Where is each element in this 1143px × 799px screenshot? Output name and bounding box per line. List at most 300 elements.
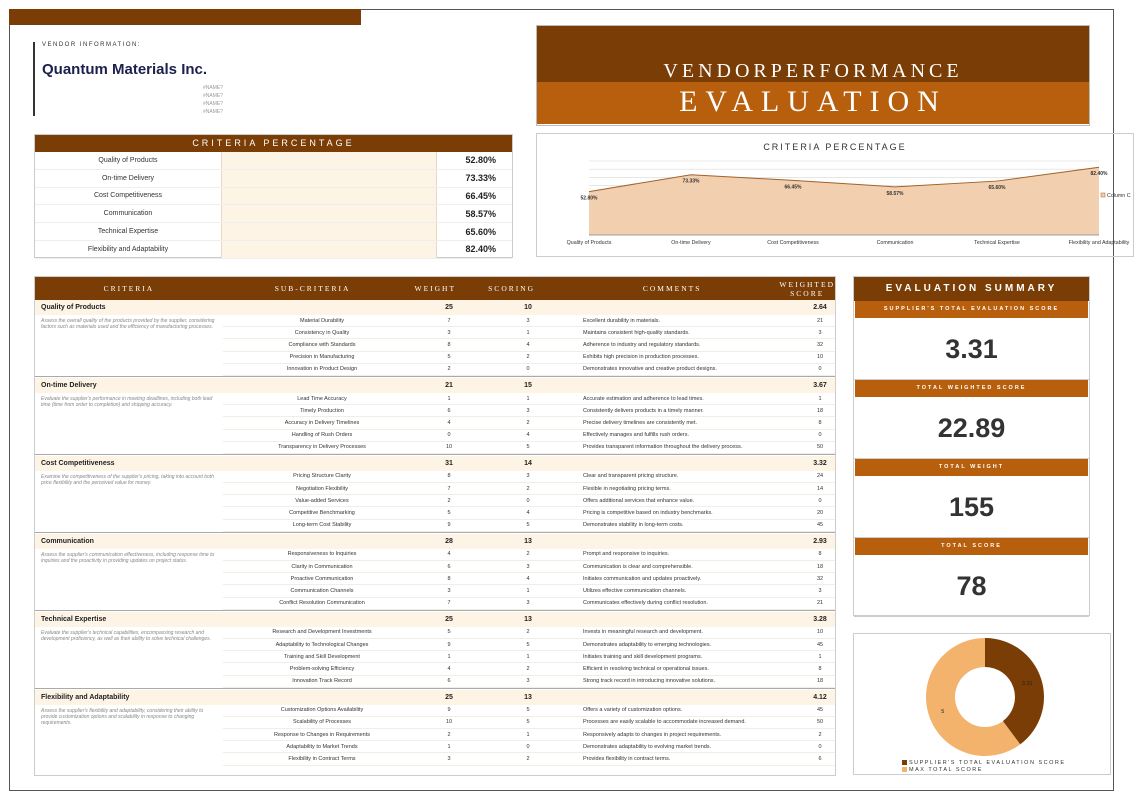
row-scoring: 5 [526, 719, 530, 726]
criteria-area-chart [536, 133, 1134, 257]
row-weighted-score: 18 [816, 563, 824, 570]
section-score: 13 [524, 537, 532, 545]
summary-value: 22.89 [854, 397, 1089, 459]
row-weighted-score: 10 [816, 354, 824, 361]
x-tick-label: Communication [876, 240, 914, 246]
sub-criteria: Competitive Benchmarking [289, 510, 355, 517]
row-weight: 3 [447, 329, 451, 336]
section-header [35, 456, 835, 471]
row-comment: Effectively manages and fulfills rush orders. [583, 432, 689, 439]
row-weighted-score: 20 [816, 510, 824, 517]
x-tick-label: Flexibility and Adaptability [1068, 240, 1130, 246]
row-scoring: 0 [526, 743, 530, 750]
criteria-section [35, 612, 835, 690]
sub-criteria: Pricing Structure Clarity [293, 473, 351, 480]
row-weight: 8 [447, 341, 451, 348]
criteria-percent: 52.80% [465, 155, 496, 166]
vendor-field: #NAME? [202, 85, 223, 91]
header-weighted-score: WEIGHTED SCORE [779, 279, 835, 298]
data-label: 73.33% [682, 178, 700, 185]
row-weight: 3 [447, 756, 451, 763]
row-comment: Precise delivery timelines are consistently met. [583, 419, 698, 426]
row-comment: Responsively adapts to changes in project requirements. [583, 731, 722, 738]
row-comment: Demonstrates innovative and creative product designs. [583, 366, 717, 373]
vendor-info-label: VENDOR INFORMATION: [42, 42, 142, 48]
row-weight: 10 [445, 719, 453, 726]
criteria-name: Flexibility and Adaptability [87, 245, 169, 253]
donut-chart-svg [854, 634, 1110, 758]
row-weight: 9 [447, 522, 451, 529]
row-weighted-score: 6 [818, 756, 822, 763]
chart-title: CRITERIA PERCENTAGE [763, 142, 907, 152]
table-row [223, 483, 835, 495]
row-scoring: 5 [526, 641, 530, 648]
header-comments: COMMENTS [642, 284, 702, 293]
sub-criteria: Compliance with Standards [288, 341, 356, 348]
criteria-name: Communication [103, 210, 153, 218]
data-label: 82.40% [1090, 171, 1108, 178]
row-comment: Offers a variety of customization options. [583, 707, 683, 714]
row-scoring: 1 [526, 587, 530, 594]
sub-criteria: Timely Production [300, 407, 344, 414]
row-weighted-score: 1 [818, 395, 822, 402]
row-scoring: 0 [526, 366, 530, 373]
row-weighted-score: 45 [816, 522, 824, 529]
section-description: Evaluate the supplier's performance in meeting deadlines, including both lead time (time from order to completion) and shipping accuracy. [41, 395, 213, 408]
table-row [223, 561, 835, 573]
table-row [223, 339, 835, 351]
section-description: Assess the supplier's communication effectiveness, including response time to inquiries and the proactivity in providing updates on project status. [41, 551, 215, 564]
title-line-1: VENDORPERFORMANCE [537, 26, 1089, 82]
row-weighted-score: 0 [818, 432, 822, 439]
sub-criteria: Communication Channels [290, 587, 354, 594]
row-scoring: 3 [526, 563, 530, 570]
donut-slice-label: 3.31 [1021, 681, 1033, 688]
criteria-bar-cell [221, 170, 437, 187]
row-comment: Offers additional services that enhance value. [583, 497, 695, 504]
table-row [223, 651, 835, 663]
row-weighted-score: 18 [816, 678, 824, 685]
section-header [35, 300, 835, 315]
section-name: Cost Competitiveness [41, 459, 115, 467]
table-row [223, 705, 835, 717]
summary-value: 3.31 [854, 318, 1089, 380]
legend-swatch [902, 767, 907, 772]
row-comment: Demonstrates adaptability to evolving market trends. [583, 743, 712, 750]
row-scoring: 2 [526, 551, 530, 558]
row-weight: 10 [445, 444, 453, 451]
section-name: Flexibility and Adaptability [41, 693, 130, 701]
sub-criteria: Flexibility in Contract Terms [288, 756, 356, 763]
criteria-section [35, 378, 835, 456]
vendor-field: #NAME? [202, 101, 223, 107]
criteria-row [35, 188, 512, 206]
sub-criteria: Customization Options Availability [280, 707, 364, 714]
criteria-percent: 73.33% [465, 173, 496, 184]
sub-criteria: Training and Skill Development [284, 653, 360, 660]
section-score: 10 [524, 304, 532, 311]
legend-swatch [1101, 193, 1105, 197]
criteria-percent: 65.60% [465, 226, 496, 237]
table-row [223, 676, 835, 688]
sub-criteria: Responsiveness to Inquiries [287, 551, 357, 558]
row-scoring: 1 [526, 395, 530, 402]
table-row [223, 315, 835, 327]
table-row [223, 549, 835, 561]
sub-criteria: Adaptability to Market Trends [286, 743, 358, 750]
row-weight: 6 [447, 407, 451, 414]
sub-criteria: Accuracy in Delivery Timelines [284, 419, 360, 426]
criteria-percentage-heading: CRITERIA PERCENTAGE [35, 135, 512, 152]
x-tick-label: On-time Delivery [671, 240, 711, 246]
row-comment: Communicates effectively during conflict resolution. [583, 600, 708, 607]
sub-criteria: Innovation in Product Design [286, 366, 358, 373]
sub-criteria: Problem-solving Efficiency [289, 665, 355, 672]
table-row [223, 352, 835, 364]
criteria-row [35, 205, 512, 223]
table-row [223, 520, 835, 532]
row-weight: 4 [447, 665, 451, 672]
row-comment: Accurate estimation and adherence to lead times. [583, 395, 704, 402]
row-weighted-score: 0 [818, 366, 822, 373]
row-comment: Flexible in negotiating pricing terms. [583, 485, 671, 492]
table-row [223, 327, 835, 339]
row-comment: Provides flexibility in contract terms. [583, 756, 671, 763]
section-header [35, 612, 835, 627]
header-weight: WEIGHT [414, 284, 457, 293]
header-criteria: CRITERIA [103, 284, 155, 293]
section-header [35, 690, 835, 705]
section-name: Communication [41, 537, 94, 545]
row-weight: 2 [447, 366, 451, 373]
row-weight: 1 [447, 743, 451, 750]
row-scoring: 1 [526, 731, 530, 738]
criteria-percent: 58.57% [465, 208, 496, 219]
header-scoring: SCORING [488, 284, 536, 293]
table-header [35, 277, 835, 300]
row-scoring: 4 [526, 575, 530, 582]
row-scoring: 2 [526, 756, 530, 763]
table-row [223, 741, 835, 753]
donut-legend [902, 760, 1066, 774]
sub-criteria: Long-term Cost Stability [292, 522, 352, 529]
evaluation-summary [853, 276, 1090, 616]
row-weighted-score: 50 [816, 719, 824, 726]
section-description: Assess the supplier's flexibility and adaptability, considering their ability to provide customization options and scalability in response to changing requirements. [41, 707, 204, 726]
table-row [223, 585, 835, 597]
row-weighted-score: 10 [816, 629, 824, 636]
table-row [223, 598, 835, 610]
section-weight: 21 [445, 381, 453, 389]
row-scoring: 4 [526, 432, 530, 439]
row-weight: 3 [447, 587, 451, 594]
section-weighted: 3.32 [813, 459, 827, 467]
section-weighted: 3.28 [813, 615, 827, 623]
row-weighted-score: 50 [816, 444, 824, 451]
table-row [223, 495, 835, 507]
section-weighted: 2.64 [813, 304, 827, 311]
row-scoring: 4 [526, 510, 530, 517]
table-row [223, 364, 835, 376]
row-weight: 5 [447, 354, 451, 361]
sub-criteria: Consistency in Quality [294, 329, 350, 336]
criteria-bar-cell [221, 188, 437, 205]
row-comment: Utilizes effective communication channels. [583, 587, 687, 594]
table-row [223, 507, 835, 519]
row-comment: Processes are easily scalable to accommodate increased demand. [583, 719, 746, 726]
row-scoring: 4 [526, 341, 530, 348]
row-weight: 2 [447, 497, 451, 504]
row-scoring: 1 [526, 653, 530, 660]
criteria-bar-cell [221, 152, 437, 169]
row-comment: Pricing is competitive based on industry benchmarks. [583, 510, 713, 517]
row-scoring: 2 [526, 665, 530, 672]
section-weight: 25 [445, 693, 453, 701]
row-scoring: 5 [526, 444, 530, 451]
sub-criteria: Adaptability to Technological Changes [275, 641, 369, 648]
data-label: 52.80% [580, 195, 598, 202]
row-weighted-score: 32 [816, 575, 824, 582]
row-scoring: 2 [526, 419, 530, 426]
summary-label: TOTAL WEIGHTED SCORE [855, 380, 1088, 397]
vendor-field: #NAME? [202, 109, 223, 115]
section-weight: 25 [445, 304, 453, 311]
table-row [223, 753, 835, 765]
evaluation-table [34, 276, 836, 776]
legend-entry [902, 767, 1066, 774]
row-scoring: 3 [526, 317, 530, 324]
row-weight: 4 [447, 419, 451, 426]
row-weighted-score: 14 [816, 485, 824, 492]
criteria-name: Quality of Products [98, 156, 158, 164]
row-weight: 2 [447, 731, 451, 738]
summary-value: 78 [854, 555, 1089, 617]
table-row [223, 405, 835, 417]
row-weight: 5 [447, 510, 451, 517]
row-scoring: 5 [526, 707, 530, 714]
row-weight: 5 [447, 629, 451, 636]
row-weight: 7 [447, 317, 451, 324]
row-scoring: 2 [526, 629, 530, 636]
row-comment: Invests in meaningful research and development. [583, 629, 703, 636]
report-title [536, 25, 1090, 126]
row-weighted-score: 21 [816, 317, 824, 324]
row-weight: 9 [447, 641, 451, 648]
row-scoring: 5 [526, 522, 530, 529]
row-weight: 6 [447, 563, 451, 570]
summary-heading: EVALUATION SUMMARY [854, 277, 1089, 301]
criteria-name: On-time Delivery [101, 174, 155, 182]
row-comment: Consistently delivers products in a timely manner. [583, 407, 704, 414]
section-name: Quality of Products [41, 304, 106, 311]
vendor-fields [42, 84, 223, 116]
row-comment: Initiates training and skill development programs. [583, 653, 703, 660]
table-row [223, 639, 835, 651]
row-weight: 8 [447, 473, 451, 480]
criteria-row [35, 170, 512, 188]
criteria-section [35, 456, 835, 534]
row-comment: Provides transparent information throughout the delivery process. [583, 444, 743, 451]
donut-slice-label: 5 [941, 708, 945, 715]
row-scoring: 3 [526, 600, 530, 607]
sub-criteria: Lead Time Accuracy [297, 395, 347, 402]
row-weight: 8 [447, 575, 451, 582]
criteria-bar-cell [221, 241, 437, 258]
sub-criteria: Conflict Resolution Communication [279, 600, 365, 607]
sub-criteria: Clarity in Communication [291, 563, 353, 570]
row-weight: 7 [447, 485, 451, 492]
section-name: Technical Expertise [41, 615, 107, 623]
top-accent-bar [9, 9, 361, 25]
row-weight: 9 [447, 707, 451, 714]
row-weighted-score: 32 [816, 341, 824, 348]
data-label: 66.45% [784, 184, 802, 191]
section-description: Examine the competitiveness of the supplier's pricing, taking into account both price flexibility and the perceived value for money. [41, 473, 214, 486]
criteria-row [35, 152, 512, 170]
table-row [223, 573, 835, 585]
data-label: 58.57% [886, 190, 904, 197]
row-scoring: 1 [526, 329, 530, 336]
criteria-section [35, 300, 835, 378]
header-sub-criteria: SUB-CRITERIA [274, 284, 351, 293]
table-row [223, 663, 835, 675]
table-row [223, 430, 835, 442]
row-scoring: 3 [526, 678, 530, 685]
sub-criteria: Response to Changes in Requirements [273, 731, 370, 738]
row-weighted-score: 0 [818, 743, 822, 750]
row-comment: Clear and transparent pricing structure. [583, 473, 679, 480]
summary-label: SUPPLIER'S TOTAL EVALUATION SCORE [855, 301, 1088, 318]
section-header [35, 378, 835, 393]
table-row [223, 729, 835, 741]
row-weighted-score: 8 [818, 665, 822, 672]
criteria-percent: 82.40% [465, 244, 496, 255]
row-weighted-score: 8 [818, 551, 822, 558]
row-weighted-score: 3 [818, 329, 822, 336]
criteria-name: Technical Expertise [97, 228, 159, 236]
row-scoring: 3 [526, 407, 530, 414]
criteria-bar-cell [221, 223, 437, 240]
sub-criteria: Negotiation Flexibility [296, 485, 348, 492]
row-comment: Demonstrates stability in long-term costs. [583, 522, 684, 529]
row-comment: Excellent durability in materials. [583, 317, 661, 324]
section-header [35, 534, 835, 549]
title-line-2: EVALUATION [537, 82, 1089, 124]
section-score: 13 [524, 693, 532, 701]
row-weighted-score: 45 [816, 707, 824, 714]
sub-criteria: Precision in Manufacturing [289, 354, 355, 361]
criteria-section [35, 690, 835, 766]
legend-entry [902, 760, 1066, 767]
table-row [223, 393, 835, 405]
section-description: Assess the overall quality of the products provided by the supplier, considering factors such as materials used and the efficiency of manufacturing processes. [41, 318, 215, 330]
row-weight: 4 [447, 551, 451, 558]
x-tick-label: Quality of Products [566, 240, 612, 246]
section-weight: 28 [445, 537, 453, 545]
row-weight: 0 [447, 432, 451, 439]
row-weighted-score: 24 [816, 473, 824, 480]
score-donut-chart [853, 633, 1111, 775]
sub-criteria: Material Durability [299, 317, 344, 324]
legend-swatch [902, 760, 907, 765]
row-weight: 1 [447, 395, 451, 402]
legend-label: MAX TOTAL SCORE [909, 767, 983, 773]
section-name: On-time Delivery [41, 381, 97, 389]
sub-criteria: Value-added Services [295, 497, 349, 504]
summary-value: 155 [854, 476, 1089, 538]
table-row [223, 471, 835, 483]
section-weighted: 4.12 [813, 693, 827, 701]
row-scoring: 3 [526, 473, 530, 480]
criteria-name: Cost Competitiveness [93, 192, 163, 200]
criteria-row [35, 223, 512, 241]
table-row [223, 442, 835, 454]
criteria-percentage-table [34, 134, 513, 258]
row-weighted-score: 0 [818, 497, 822, 504]
row-comment: Adherence to industry and regulatory standards. [583, 341, 701, 348]
section-weight: 25 [445, 615, 453, 623]
sub-criteria: Research and Development Investments [272, 629, 372, 636]
legend-label: SUPPLIER'S TOTAL EVALUATION SCORE [909, 760, 1066, 766]
section-description: Evaluate the supplier's technical capabilities, encompassing research and development proficiency, as well as their ability to solve technical challenges. [41, 629, 211, 642]
row-scoring: 0 [526, 497, 530, 504]
area-chart-svg [537, 134, 1133, 256]
row-weighted-score: 1 [818, 653, 822, 660]
row-comment: Prompt and responsive to inquiries. [583, 551, 670, 558]
row-comment: Efficient in resolving technical or operational issues. [583, 665, 709, 672]
legend-label: Column C [1107, 193, 1131, 199]
row-weighted-score: 21 [816, 600, 824, 607]
table-row [223, 627, 835, 639]
row-comment: Communication is clear and comprehensible. [583, 563, 693, 570]
row-weight: 6 [447, 678, 451, 685]
section-weighted: 2.93 [813, 537, 827, 545]
sub-criteria: Proactive Communication [290, 575, 354, 582]
row-comment: Maintains consistent high-quality standards. [583, 329, 690, 336]
vendor-name: Quantum Materials Inc. [42, 61, 208, 78]
row-weighted-score: 8 [818, 419, 822, 426]
section-weighted: 3.67 [813, 381, 827, 389]
vendor-field: #NAME? [202, 93, 223, 99]
section-score: 14 [524, 459, 532, 467]
row-weighted-score: 18 [816, 407, 824, 414]
criteria-row [35, 241, 512, 259]
section-weight: 31 [445, 459, 453, 467]
sub-criteria: Innovation Track Record [292, 678, 352, 685]
sub-criteria: Handling of Rush Orders [291, 432, 353, 439]
vendor-info [33, 42, 223, 116]
criteria-section [35, 534, 835, 612]
row-scoring: 2 [526, 485, 530, 492]
x-tick-label: Technical Expertise [974, 240, 1020, 246]
criteria-bar-cell [221, 205, 437, 222]
row-weighted-score: 3 [818, 587, 822, 594]
row-weighted-score: 2 [818, 731, 822, 738]
data-label: 65.60% [988, 185, 1006, 192]
sub-criteria: Transparency in Delivery Processes [278, 444, 366, 451]
section-score: 15 [524, 381, 532, 389]
table-row [223, 717, 835, 729]
row-weighted-score: 45 [816, 641, 824, 648]
row-comment: Initiates communication and updates proactively. [583, 575, 702, 582]
summary-label: TOTAL WEIGHT [855, 459, 1088, 476]
row-scoring: 2 [526, 354, 530, 361]
criteria-percent: 66.45% [465, 190, 496, 201]
row-weight: 7 [447, 600, 451, 607]
table-row [223, 417, 835, 429]
sub-criteria: Scalability of Processes [292, 719, 352, 726]
summary-label: TOTAL SCORE [855, 538, 1088, 555]
